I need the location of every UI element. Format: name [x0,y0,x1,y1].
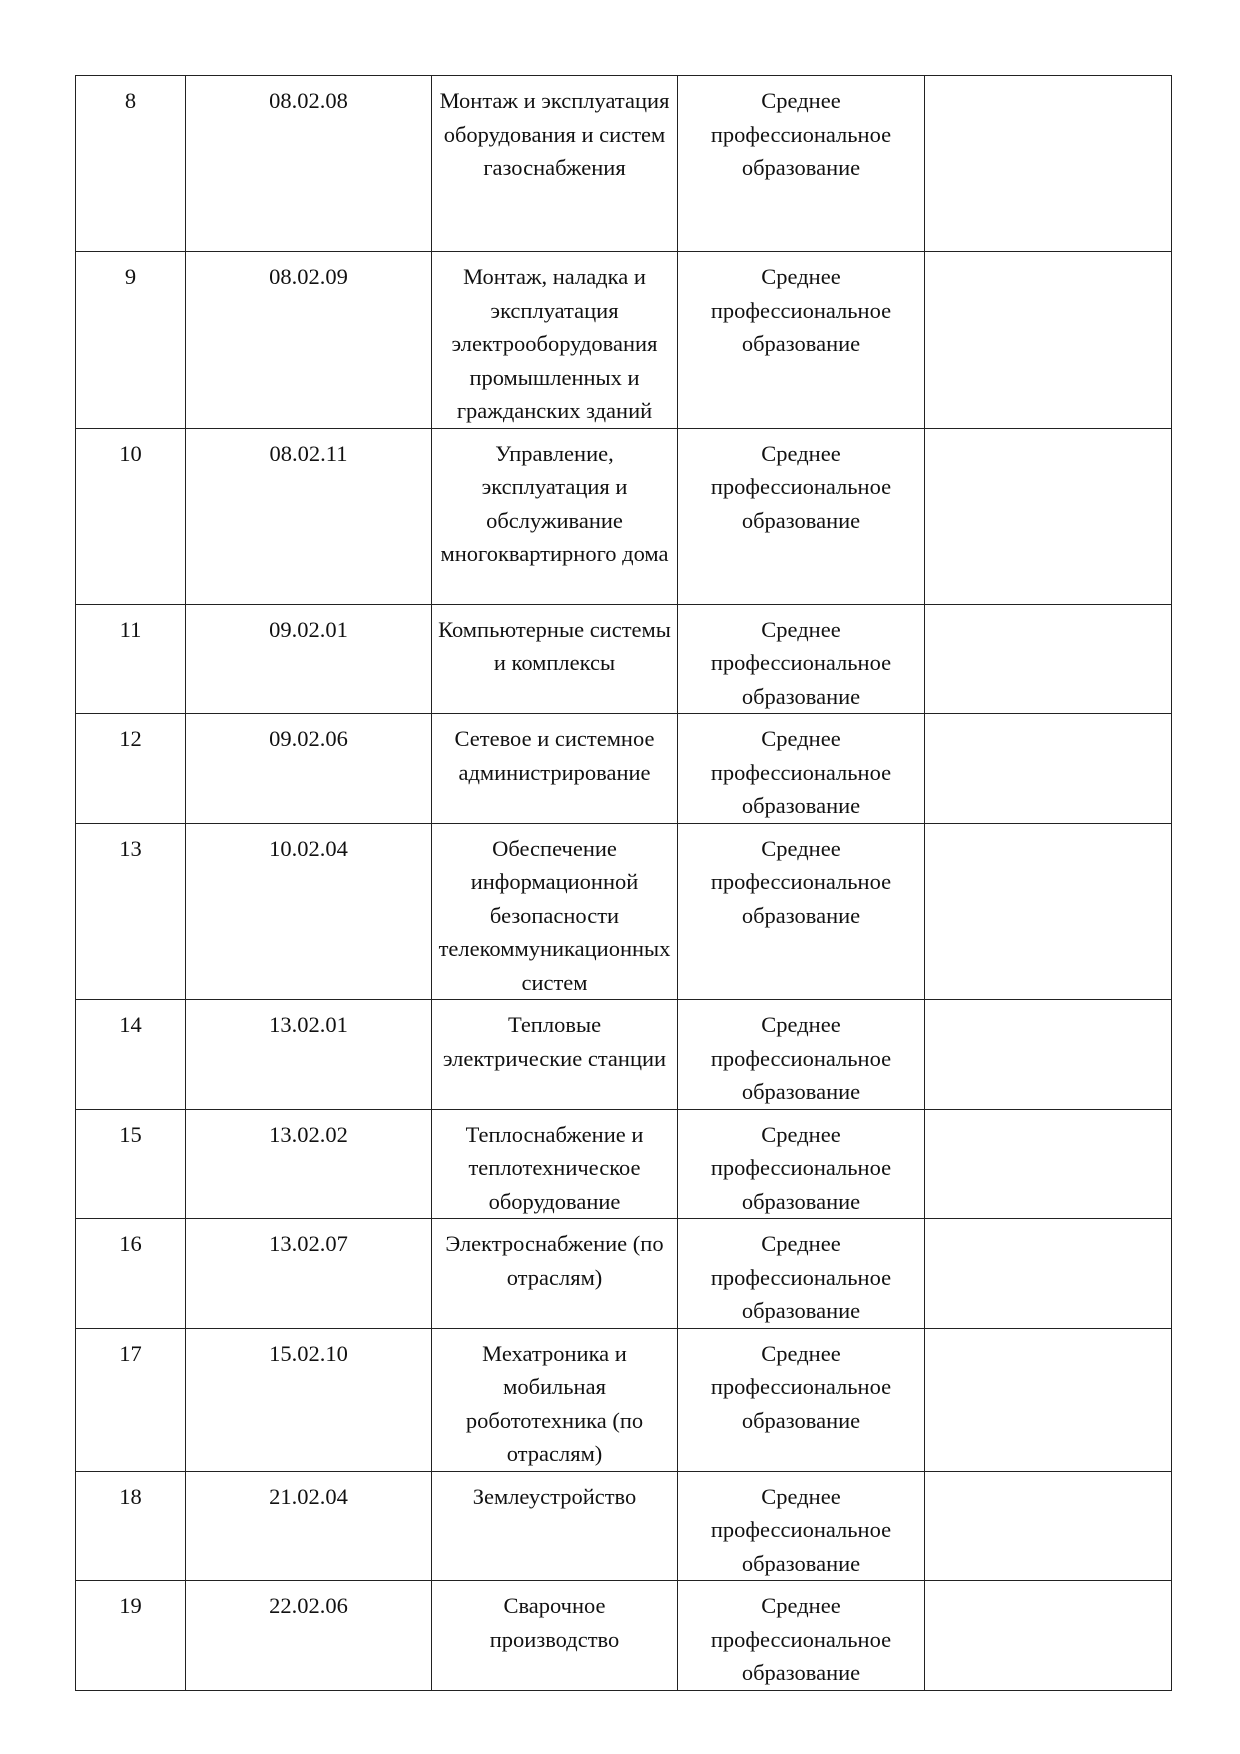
specialty-name: Мехатроника и мобильная робототехника (по отраслям) [432,1328,678,1471]
note-cell [925,604,1172,714]
table-row [76,604,1172,714]
note-cell [925,1581,1172,1691]
specialty-name: Монтаж, наладка и эксплуатация электрооборудования промышленных и гражданских зданий [432,252,678,429]
table-row [76,1328,1172,1471]
education-level: Среднее профессиональное образование [678,823,925,1000]
row-number: 15 [76,1109,186,1219]
education-level: Среднее профессиональное образование [678,1219,925,1329]
specialty-name: Тепловые электрические станции [432,1000,678,1110]
table-row [76,1109,1172,1219]
education-level: Среднее профессиональное образование [678,604,925,714]
note-cell [925,428,1172,604]
specialties-table [75,75,1172,1691]
note-cell [925,1000,1172,1110]
table-row [76,76,1172,252]
row-number: 14 [76,1000,186,1110]
specialty-code: 22.02.06 [186,1581,432,1691]
row-number: 16 [76,1219,186,1329]
row-number: 18 [76,1471,186,1581]
specialty-code: 08.02.08 [186,76,432,252]
education-level: Среднее профессиональное образование [678,1581,925,1691]
row-number: 12 [76,714,186,824]
specialty-code: 09.02.06 [186,714,432,824]
specialty-code: 13.02.07 [186,1219,432,1329]
note-cell [925,714,1172,824]
specialty-name: Сварочное производство [432,1581,678,1691]
education-level: Среднее профессиональное образование [678,1109,925,1219]
row-number: 13 [76,823,186,1000]
specialty-name: Теплоснабжение и теплотехническое оборудование [432,1109,678,1219]
table-row [76,428,1172,604]
specialty-name: Землеустройство [432,1471,678,1581]
table-row [76,1000,1172,1110]
specialty-code: 08.02.09 [186,252,432,429]
education-level: Среднее профессиональное образование [678,428,925,604]
table-row [76,823,1172,1000]
specialty-code: 13.02.01 [186,1000,432,1110]
row-number: 10 [76,428,186,604]
specialty-code: 15.02.10 [186,1328,432,1471]
education-level: Среднее профессиональное образование [678,1471,925,1581]
row-number: 17 [76,1328,186,1471]
row-number: 11 [76,604,186,714]
table-row [76,1581,1172,1691]
education-level: Среднее профессиональное образование [678,1000,925,1110]
note-cell [925,823,1172,1000]
row-number: 8 [76,76,186,252]
row-number: 19 [76,1581,186,1691]
note-cell [925,1219,1172,1329]
note-cell [925,1109,1172,1219]
specialty-code: 13.02.02 [186,1109,432,1219]
table-row [76,714,1172,824]
specialty-name: Обеспечение информационной безопасности телекоммуникационных систем [432,823,678,1000]
specialty-name: Сетевое и системное администрирование [432,714,678,824]
note-cell [925,1328,1172,1471]
education-level: Среднее профессиональное образование [678,76,925,252]
specialty-code: 10.02.04 [186,823,432,1000]
row-number: 9 [76,252,186,429]
specialty-name: Управление, эксплуатация и обслуживание многоквартирного дома [432,428,678,604]
specialty-name: Компьютерные системы и комплексы [432,604,678,714]
education-level: Среднее профессиональное образование [678,714,925,824]
note-cell [925,252,1172,429]
education-level: Среднее профессиональное образование [678,1328,925,1471]
note-cell [925,1471,1172,1581]
specialty-name: Монтаж и эксплуатация оборудования и систем газоснабжения [432,76,678,252]
table-row [76,1219,1172,1329]
specialty-code: 09.02.01 [186,604,432,714]
specialty-code: 21.02.04 [186,1471,432,1581]
note-cell [925,76,1172,252]
education-level: Среднее профессиональное образование [678,252,925,429]
table-row [76,1471,1172,1581]
specialty-name: Электроснабжение (по отраслям) [432,1219,678,1329]
table-row [76,252,1172,429]
specialty-code: 08.02.11 [186,428,432,604]
